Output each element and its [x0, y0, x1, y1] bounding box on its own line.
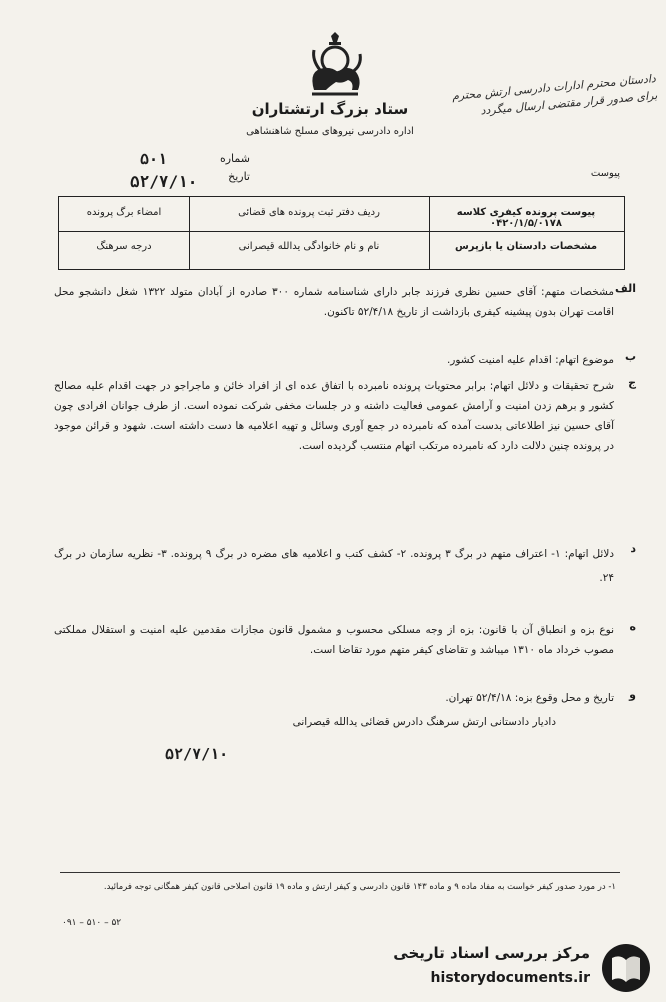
prosecutor-specs-label: مشخصات دادستان یا بازپرس: [454, 241, 598, 252]
signature-line: دادیار دادستانی ارتش سرهنگ دادرس قضائی یدالله قیصرانی: [292, 716, 556, 728]
date-label: تاریخ: [228, 170, 250, 183]
watermark-title: مرکز بررسی اسناد تاریخی: [393, 944, 590, 962]
prosecutor-rank: درجه سرهنگ: [96, 241, 152, 252]
handwritten-note: دادستان محترم ادارات دادرسی ارتش محترم برای صدور قرار مقتضی ارسال میگردد: [451, 71, 658, 118]
case-file-number: پیوست پرونده کیفری کلاسه ۰۴۲۰/۱/۵/۰۱۷۸: [456, 207, 596, 229]
section-label: ب: [624, 350, 636, 363]
watermark: [380, 940, 660, 996]
number-label: شماره: [219, 152, 250, 165]
footer-divider: [60, 872, 620, 873]
document-number: ۵۰۱: [140, 150, 168, 168]
offense-date-place: تاریخ و محل وقوع بزه: ۵۲/۴/۱۸ تهران.: [445, 692, 614, 704]
organization-subtitle: اداره دادرسی نیروهای مسلح شاهنشاهی: [246, 126, 414, 137]
lion-and-sun-emblem-icon: [300, 32, 370, 102]
file-signature-label: امضاء برگ پرونده: [86, 207, 162, 218]
offense-type: نوع بزه و انطباق آن با قانون: بزه از وجه مسلکی محسوب و مشمول قانون مجازات مقدمین علیه امنیت و استقلال مملکتی مصوب خرداد ماه ۱۳۱۰ میباشد و تقاضای کیفر متهم مورد تقاضا است.: [54, 624, 614, 656]
section-label: ه: [629, 620, 636, 633]
book-logo-icon: [600, 942, 652, 994]
prosecutor-name: نام و نام خانوادگی یدالله قیصرانی: [238, 241, 380, 252]
footer-note: ۱- در مورد صدور کیفر خواست به مفاد ماده ۹ و ماده ۱۴۳ قانون دادرسی و کیفر ارتش و ماده ۱۹ قانون اصلاحی قانون کیفر همگانی توجه فرمائید.: [103, 882, 616, 892]
investigation-summary: شرح تحقیقات و دلائل اتهام: برابر محتویات پرونده نامبرده با اتفاق عده ای از افراد خائن و ماجراجو در جهت اقدام علیه مصالح کشور و برهم زدن امنیت و آرامش عمومی فعالیت داشته و در جلسات مخفی شرکت نموده است. از طرف جوانان افرادی چون آقای حسین نیز اطلاعاتی بدست آمده که نامبرده در جمع آوری وسائل و تهیه اعلامیه ها دست داشته است. شهود و قرائن موجود در پرونده چنین دلالت دارد که نامبرده مرتکب اتهام منتسب گردیده است.: [54, 380, 614, 452]
registry-row-label: ردیف دفتر ثبت پرونده های قضائی: [238, 207, 380, 218]
section-label: ج: [628, 376, 636, 389]
form-code: ۰۹۱ – ۵۱۰ – ۵۲: [62, 918, 122, 928]
evidence-list: دلائل اتهام: ۱- اعتراف متهم در برگ ۳ پرونده. ۲- کشف کتب و اعلامیه های مضره در برگ ۹ پرونده. ۳- نظریه سازمان در برگ ۲۴.: [54, 548, 615, 584]
organization-title: ستاد بزرگ ارتشتاران: [251, 100, 409, 118]
charge-subject: موضوع اتهام: اقدام علیه امنیت کشور.: [446, 354, 614, 366]
signature-date: ۵۲/۷/۱۰: [165, 745, 229, 763]
section-label: الف: [614, 282, 636, 295]
accused-details: مشخصات متهم: آقای حسین نظری فرزند جابر دارای شناسنامه شماره ۳۰۰ صادره از آبادان متولد ۱۳۲۲ شغل دانشجو محل اقامت تهران بدون پیشینه کیفری بازداشت از تاریخ ۵۲/۴/۱۸ تاکنون.: [54, 286, 614, 318]
section-label: و: [629, 688, 636, 701]
record-table: [58, 196, 625, 270]
attachment-label: پیوست: [590, 168, 620, 179]
watermark-url: historydocuments.ir: [430, 970, 590, 986]
document-date: ۵۲/۷/۱۰: [130, 172, 198, 191]
section-label: د: [630, 542, 636, 555]
